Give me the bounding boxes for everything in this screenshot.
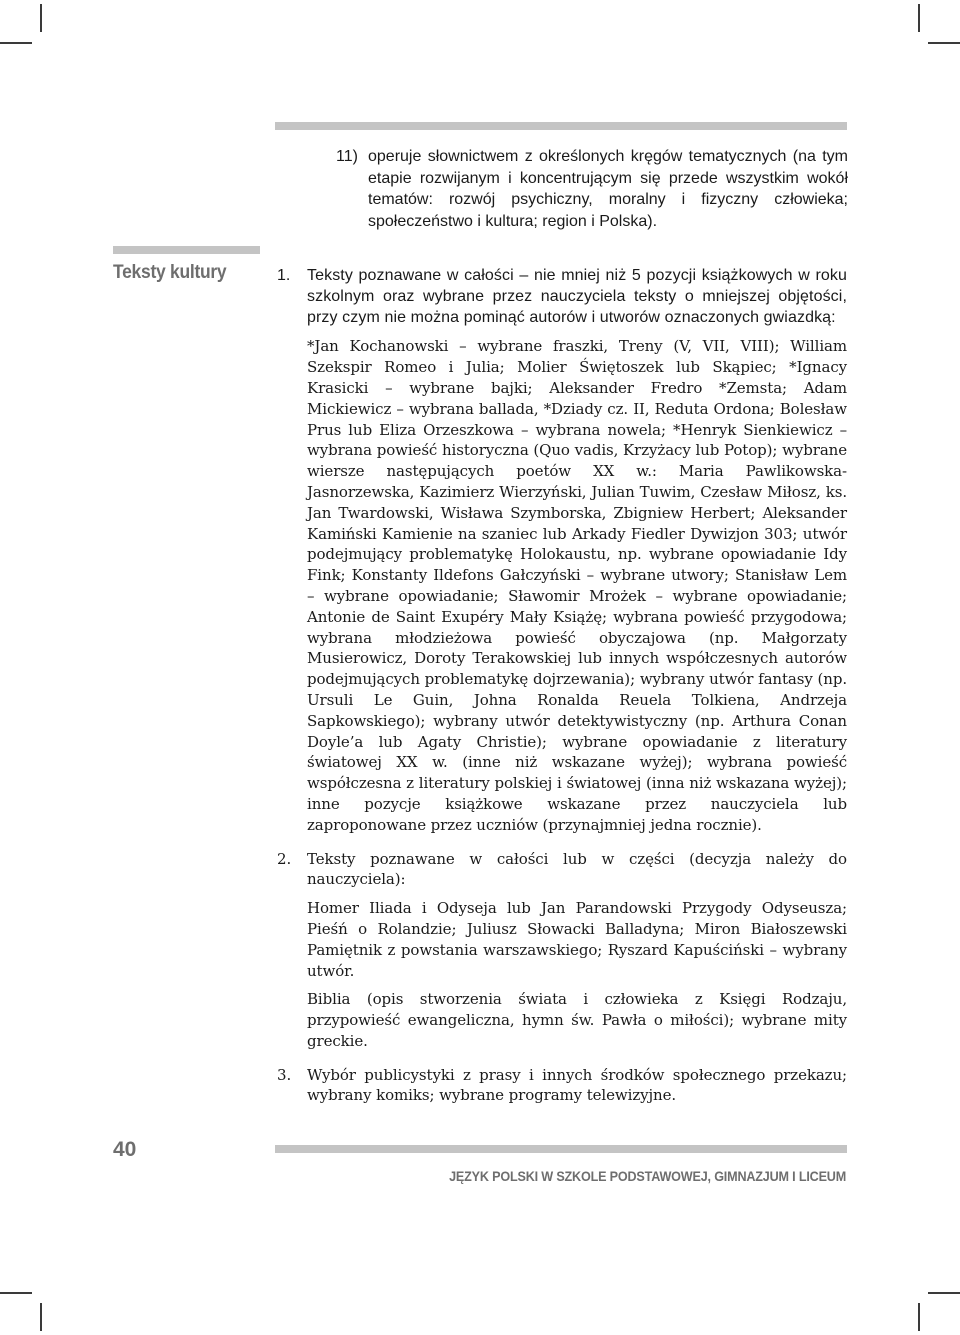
header-rule <box>275 122 847 130</box>
list-item <box>277 266 847 836</box>
list-item-lead: Wybór publicystyki z prasy i innych środków społecznego przekazu; wybrany komiks; wybrane programy telewizyjne. <box>307 1065 847 1105</box>
list-item-extra: Biblia (opis stworzenia świata i człowieka z Księgi Rodzaju, przypowieść ewangeliczna, hymn św. Pawła o miłości); wybrane mity greckie. <box>307 990 847 1050</box>
footer-rule <box>275 1145 847 1153</box>
crop-mark-top-left-horizontal <box>0 42 32 44</box>
section-heading-rule <box>113 246 260 254</box>
running-footer-title: JĘZYK POLSKI W SZKOLE PODSTAWOWEJ, GIMNAZJUM I LICEUM <box>449 1168 846 1184</box>
list-item-lead: Teksty poznawane w całości – nie mniej niż 5 pozycji książkowych w roku szkolnym oraz wybrane przez nauczyciela teksty o mniejszej objętości, przy czym nie można pominąć autorów i utworów oznaczonych gwiazdką: <box>307 267 847 326</box>
crop-mark-bottom-left-horizontal <box>0 1292 32 1294</box>
crop-mark-bottom-right-horizontal <box>928 1292 960 1294</box>
intro-item-number: 11) <box>336 148 358 165</box>
list-item <box>277 1065 847 1107</box>
crop-mark-top-left-vertical <box>40 4 42 32</box>
list-item-lead: Teksty poznawane w całości lub w części (decyzja należy do nauczyciela): <box>307 849 847 889</box>
crop-mark-bottom-left-vertical <box>40 1303 42 1331</box>
intro-list-item <box>336 146 848 232</box>
page-number: 40 <box>113 1138 137 1161</box>
list-item-number: 1. <box>277 267 291 284</box>
culture-texts-list <box>277 266 847 1119</box>
list-item-body: *Jan Kochanowski – wybrane fraszki, Treny (V, VII, VIII); William Szekspir Romeo i Julia; Molier Świętoszek lub Skąpiec; *Ignacy Krasicki – wybrane bajki; Aleksander Fredro *Zemsta; Adam Mickiewicz – wybrana ballada, *Dziady cz. II, Reduta Ordona; Bolesław Prus lub Eliza Orzeszkowa – wybrana nowela; *Henryk Sienkiewicz – wybrana powieść historyczna (Quo vadis, Krzyżacy lub Potop); wybrane wiersze następujących poetów XX w.: Maria Pawlikowska-Jasnorzewska, Kazimierz Wierzyński, Julian Tuwim, Czesław Miłosz, ks. Jan Twardowski, Wisława Szymborska, Zbigniew Herbert; Aleksander Kamiński Kamienie na szaniec lub Arkady Fiedler Dywizjon 303; utwór podejmujący problematykę Holokaustu, np. wybrane opowiadanie Idy Fink; Konstanty Ildefons Gałczyński – wybrane utwory; Stanisław Lem – wybrane opowiadanie; Sławomir Mrożek – wybrane opowiadanie; Antonie de Saint Exupéry Mały Książę; wybrana powieść przygodowa; wybrana młodzieżowa powieść obyczajowa (np. Małgorzaty Musierowicz, Doroty Terakowskiej lub innych współczesnych autorów podejmujących problematykę dojrzewania); wybrany utwór fantasy (np. Ursuli Le Guin, Johna Ronalda Reuela Tolkiena, Andrzeja Sapkowskiego); wybrany utwór detektywistyczny (np. Arthura Conan Doyle’a lub Agaty Christie); wybrane opowiadanie z literatury światowej XX w. (inne niż wskazane wyżej); wybrana powieść współczesna z literatury polskiej i światowej (inna niż wskazana wyżej); inne pozycje książkowe wskazane przez nauczyciela lub zaproponowane przez uczniów (przynajmniej jedna rocznie). <box>307 337 847 834</box>
crop-mark-top-right-vertical <box>918 4 920 32</box>
list-item-body: Homer Iliada i Odyseja lub Jan Parandowski Przygody Odyseusza; Pieśń o Rolandzie; Juliusz Słowacki Balladyna; Miron Białoszewski Pamiętnik z powstania warszawskiego; Ryszard Kapuściński – wybrany utwór. <box>307 899 847 980</box>
section-heading: Teksty kultury <box>113 262 227 283</box>
crop-mark-bottom-right-vertical <box>918 1303 920 1331</box>
list-item-number: 2. <box>277 849 292 868</box>
intro-item-text: operuje słownictwem z określonych kręgów tematycznych (na tym etapie rozwijanym i koncentrującym się przede wszystkim wokół tematów: rozwój psychiczny, moralny i fizyczny człowieka; społeczeństwo i kultura; region i Polska). <box>368 148 848 230</box>
list-item-number: 3. <box>277 1065 292 1084</box>
list-item <box>277 849 847 1052</box>
crop-mark-top-right-horizontal <box>928 42 960 44</box>
